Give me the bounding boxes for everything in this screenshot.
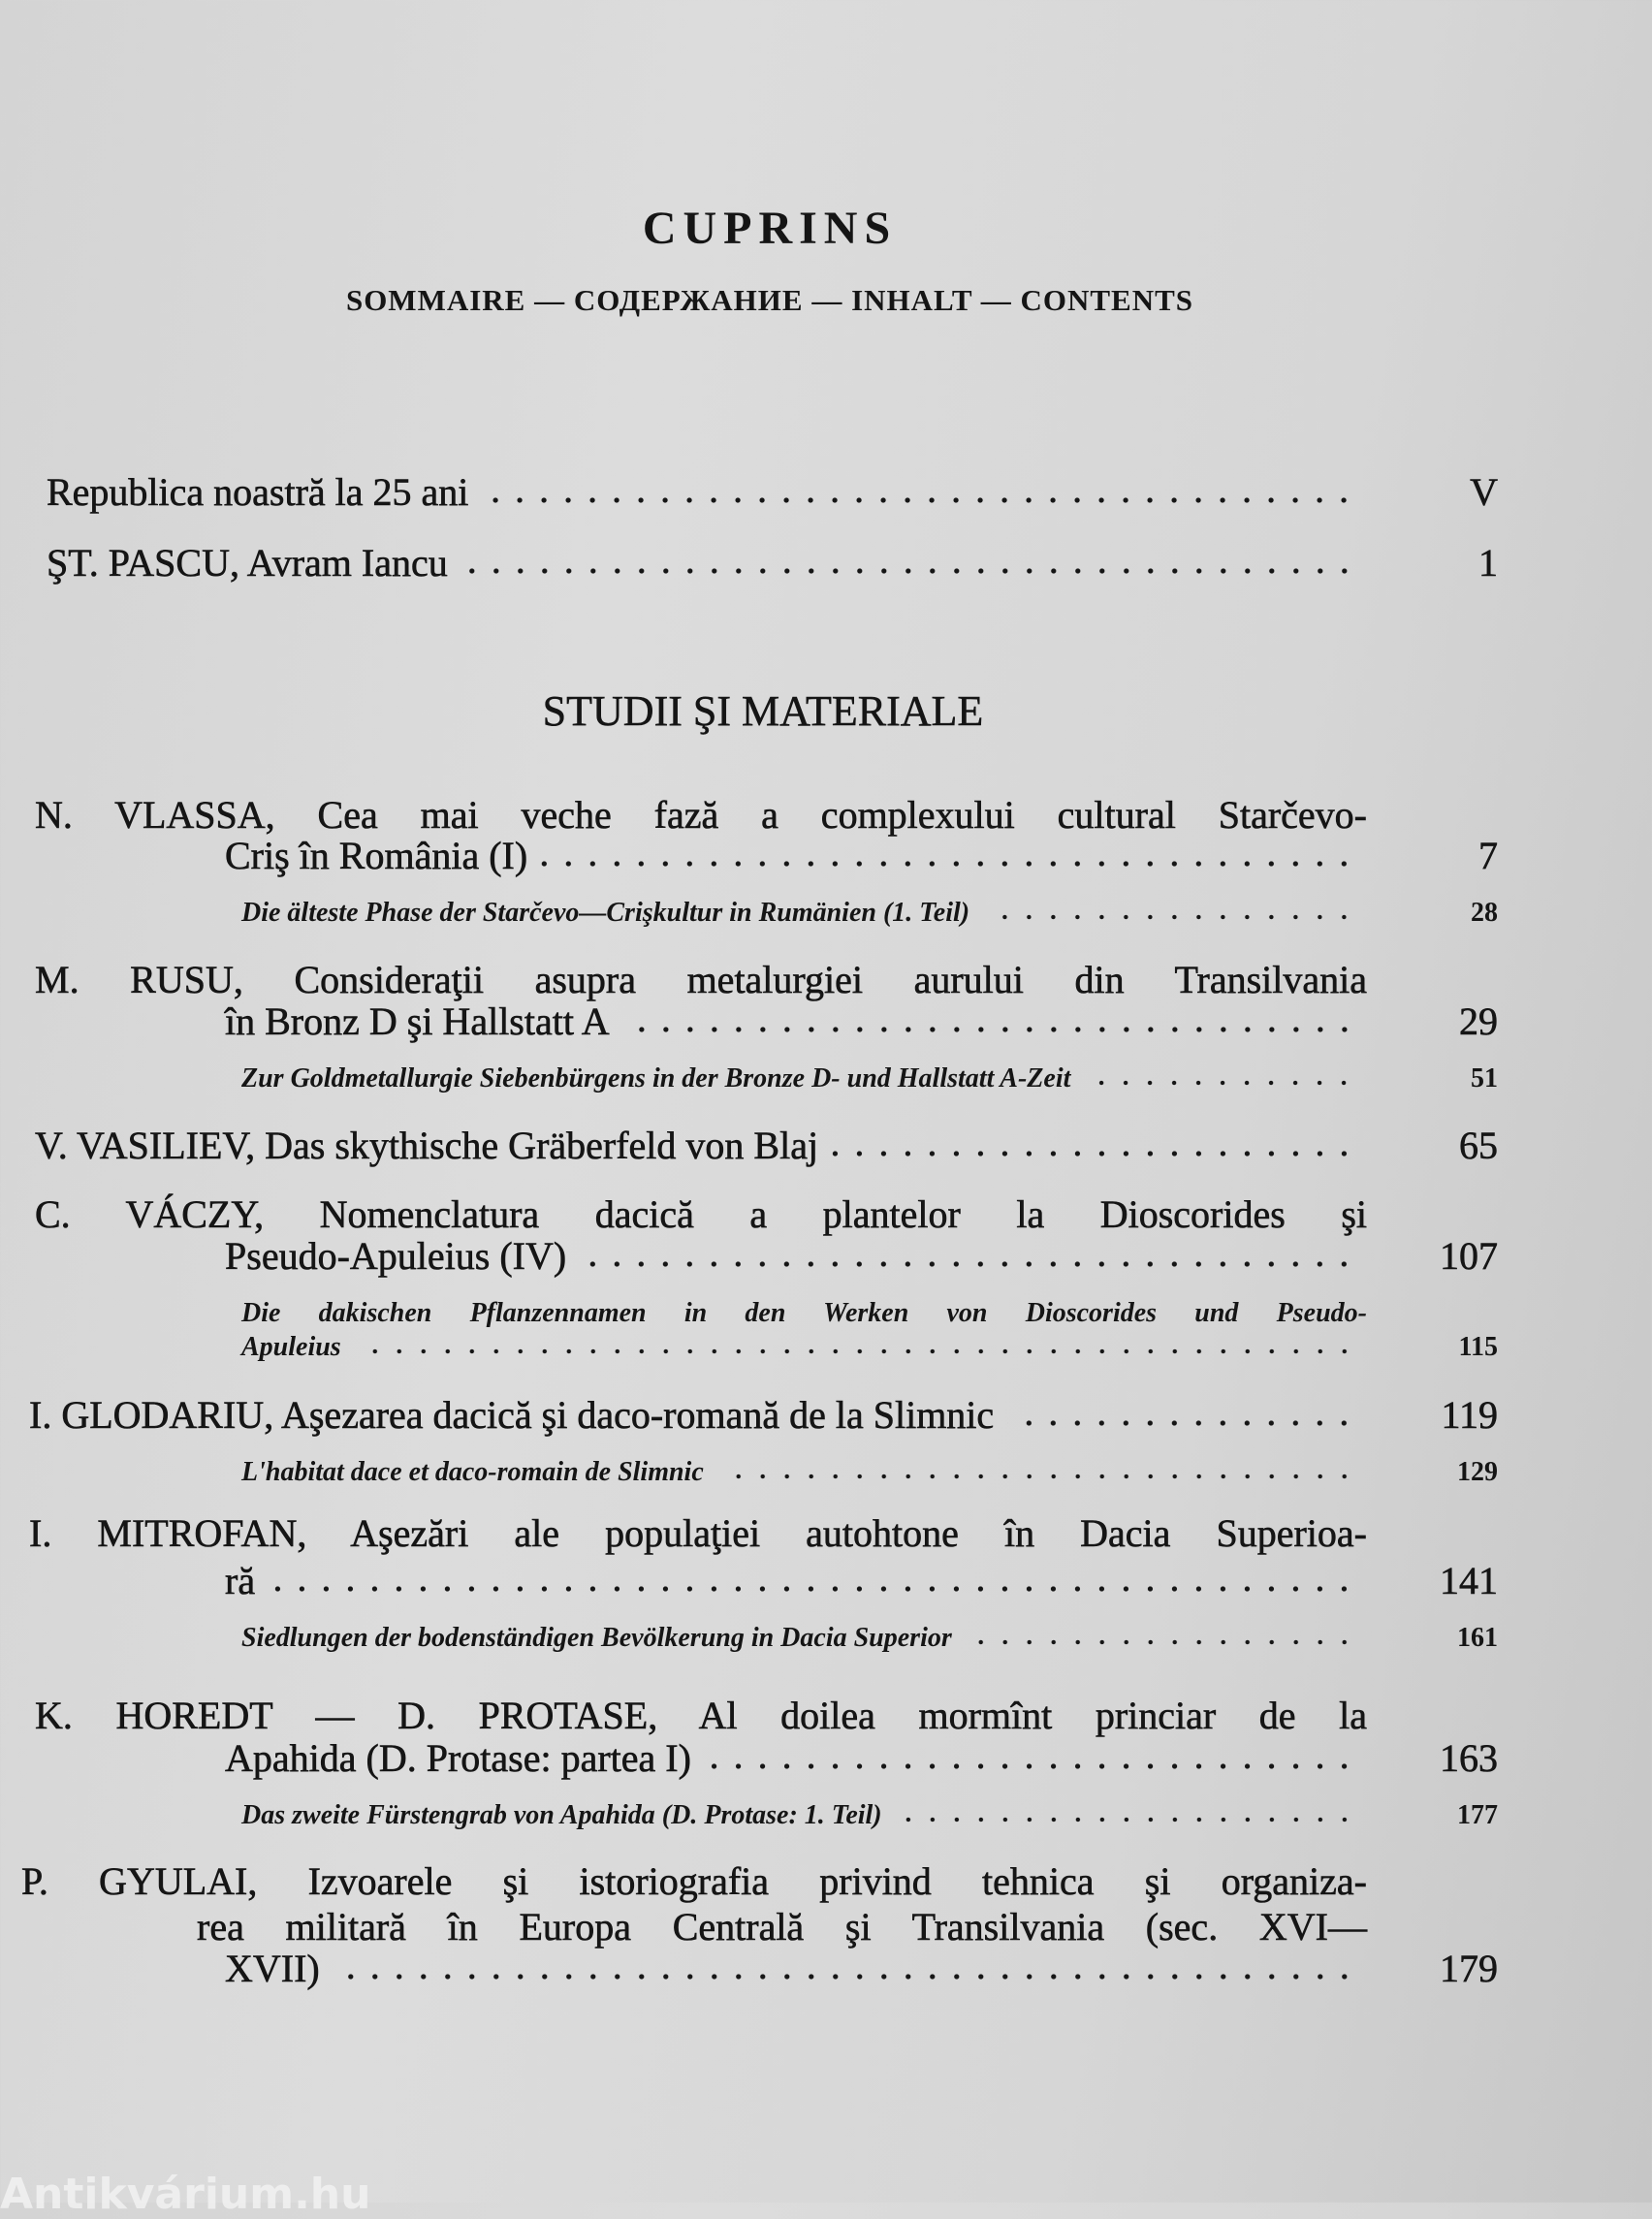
toc-entry-line [225,833,1498,877]
toc-entry-line [197,1904,1367,1949]
dot-leader [482,495,1356,505]
page-number: 28 [1471,898,1498,928]
toc-entry-line [225,999,1498,1043]
entry-text: Criş în România (I) [225,834,528,877]
entry-text: M. RUSU, Consideraţii asupra metalurgiei aurului din Transilvania [35,958,1367,1001]
page-number: 161 [1457,1623,1498,1653]
toc-entry-line [35,792,1367,837]
page-number: 163 [1440,1736,1498,1780]
dot-leader [461,566,1356,576]
page-number: 179 [1440,1947,1498,1990]
page-number: 141 [1440,1559,1498,1602]
page-title: CUPRINS [642,203,898,254]
entry-text: în Bronz D şi Hallstatt A [225,999,610,1043]
entry-text: P. GYULAI, Izvoarele şi istoriografia privind tehnica şi organiza- [21,1859,1367,1903]
toc-subentry-line [241,1800,1498,1833]
entry-text: Die älteste Phase der Starčevo—Crişkultur in Rumänien (1. Teil) [241,898,970,928]
entry-text: K. HOREDT — D. PROTASE, Al doilea mormînt princiar de la [35,1694,1367,1737]
dot-leader [1084,1079,1356,1087]
dot-leader [705,1761,1356,1771]
dot-leader [269,1584,1356,1594]
toc-subentry-line [241,1457,1498,1490]
entry-text: ŞT. PASCU, Avram Iancu [47,541,448,585]
page-number: 177 [1457,1800,1498,1830]
entry-text: Die dakischen Pflanzennamen in den Werken von Dioscorides und Pseudo- [241,1298,1367,1328]
entry-text: Apuleius [241,1332,341,1362]
entry-text: Siedlungen der bodenständigen Bevölkerung in Dacia Superior [241,1623,952,1653]
toc-entry-line [225,1558,1498,1602]
dot-leader [541,859,1356,869]
page-number: 119 [1441,1393,1498,1437]
toc-entry-line [35,957,1367,1001]
toc-subentry-line [241,1332,1498,1365]
dot-leader [355,1347,1356,1355]
toc-subentry-line [241,898,1498,931]
entry-text: Republica noastră la 25 ani [47,470,469,514]
entry-text: C. VÁCZY, Nomenclatura dacică a plantelor la Dioscorides şi [35,1192,1367,1236]
toc-entry-line [47,469,1498,514]
entry-text: XVII) [225,1947,320,1990]
section-heading: STUDII ŞI MATERIALE [542,687,984,735]
toc-entry-line [29,1510,1367,1555]
page-number: 129 [1457,1457,1498,1487]
page-number: 65 [1459,1124,1498,1167]
page-number: 7 [1478,834,1498,877]
watermark: Antikvárium.hu [0,2170,371,2219]
entry-text: Das zweite Fürstengrab von Apahida (D. Protase: 1. Teil) [241,1800,882,1830]
entry-text: I. MITROFAN, Aşezări ale populaţiei autohtone în Dacia Superioa- [29,1511,1367,1555]
toc-entry-line [35,1191,1367,1236]
dot-leader [832,1149,1356,1158]
toc-entry-line [35,1693,1367,1737]
entry-text: L'habitat dace et daco-romain de Slimnic [241,1457,704,1487]
toc-entry-line [225,1946,1498,1990]
page-number: 107 [1440,1234,1498,1278]
entry-text: I. GLODARIU, Aşezarea dacică şi daco-romană de la Slimnic [29,1393,995,1437]
page-number: V [1470,470,1498,514]
toc-subentry-line [241,1623,1498,1656]
dot-leader [580,1259,1356,1269]
page-number: 1 [1478,541,1498,585]
dot-leader [334,1972,1356,1981]
toc-subentry-line [241,1063,1498,1096]
entry-text: rea militară în Europa Centrală şi Transilvania (sec. XVI— [197,1905,1367,1949]
entry-text: N. VLASSA, Cea mai veche fază a complexului cultural Starčevo- [35,793,1367,837]
page-number: 51 [1471,1063,1498,1094]
toc-subentry-line [241,1298,1367,1331]
page-number: 29 [1459,999,1498,1043]
dot-leader [966,1638,1356,1646]
dot-leader [1007,1418,1356,1428]
entry-text: ră [225,1559,256,1602]
entry-text: V. VASILIEV, Das skythische Gräberfeld von Blaj [35,1124,819,1167]
dot-leader [717,1473,1356,1480]
page-subtitle: SOMMAIRE — СОДЕРЖАНИЕ — INHALT — CONTENTS [345,283,1194,317]
toc-entry-line [21,1858,1367,1903]
dot-leader [623,1025,1356,1034]
page-number: 115 [1458,1332,1498,1362]
toc-entry-line [47,540,1498,585]
dot-leader [896,1816,1356,1823]
entry-text: Pseudo-Apuleius (IV) [225,1234,567,1278]
toc-entry-line [35,1123,1498,1167]
toc-entry-line [29,1392,1498,1437]
dot-leader [983,913,1356,921]
entry-text: Apahida (D. Protase: partea I) [225,1736,691,1780]
toc-entry-line [225,1233,1498,1278]
toc-entry-line [225,1735,1498,1780]
entry-text: Zur Goldmetallurgie Siebenbürgens in der Bronze D- und Hallstatt A-Zeit [241,1063,1071,1094]
